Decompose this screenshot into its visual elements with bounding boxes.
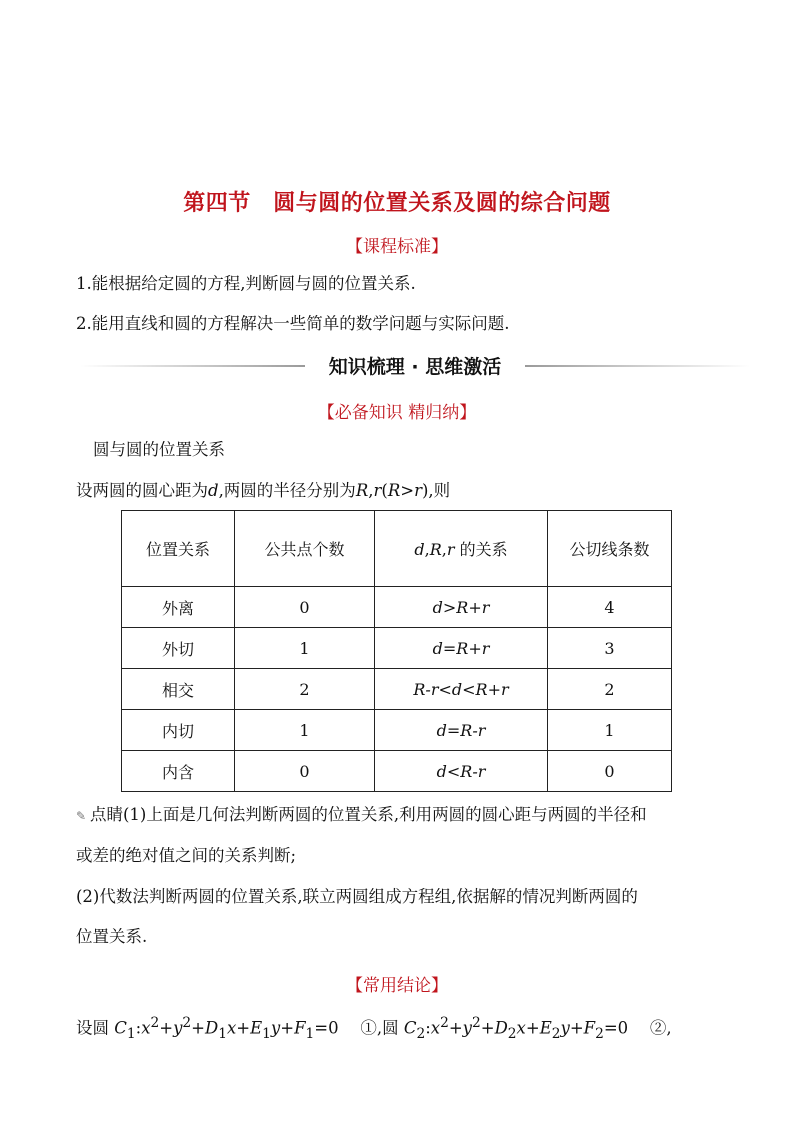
page-title: 第四节 圆与圆的位置关系及圆的综合问题: [183, 191, 611, 216]
cell-tangents: 0: [548, 751, 672, 792]
header-position: 位置关系: [122, 511, 235, 587]
header-tangents: 公切线条数: [548, 511, 672, 587]
header-relation: d,R,r 的关系: [375, 511, 548, 587]
cell-position: 外离: [122, 587, 235, 628]
cell-position: 外切: [122, 628, 235, 669]
cell-relation: d=R-r: [375, 710, 548, 751]
cell-position: 相交: [122, 669, 235, 710]
cell-tangents: 2: [548, 669, 672, 710]
cell-position: 内切: [122, 710, 235, 751]
knowledge-heading: 【必备知识 精归纳】: [317, 403, 477, 423]
note-line-1: [76, 802, 647, 828]
conclusion-heading: 【常用结论】: [346, 976, 448, 996]
table-row: [122, 628, 672, 669]
pencil-note-icon: ✎: [76, 809, 87, 823]
relation-table: [121, 510, 672, 792]
note-line-2: 或差的绝对值之间的关系判断;: [76, 846, 297, 865]
table-header-row: [122, 511, 672, 587]
cell-tangents: 4: [548, 587, 672, 628]
table-row: [122, 751, 672, 792]
table-row: [122, 669, 672, 710]
cell-relation: d<R-r: [375, 751, 548, 792]
header-points: 公共点个数: [235, 511, 375, 587]
course-standard-heading: 【课程标准】: [346, 237, 448, 257]
cell-tangents: 1: [548, 710, 672, 751]
section-banner: [80, 352, 750, 380]
cell-relation: d=R+r: [375, 628, 548, 669]
table-row: [122, 587, 672, 628]
cell-relation: R-r<d<R+r: [375, 669, 548, 710]
conclusion-line: 设圆 $C_1:x^2+y^2+D_1x+E_1y+F_1=0$ ①,圆 $C_2:x^2+y^2+D_2x+E_2y+F_2=0$ ②,: [76, 1015, 672, 1042]
topic-heading: 圆与圆的位置关系: [93, 440, 225, 459]
note-line-4: 位置关系.: [76, 927, 148, 946]
cell-points: 2: [235, 669, 375, 710]
cell-tangents: 3: [548, 628, 672, 669]
note-text-1: 点睛(1)上面是几何法判断两圆的位置关系,利用两圆的圆心距与两圆的半径和: [90, 805, 647, 824]
intro-text: 设两圆的圆心距为d,两圆的半径分别为R,r(R>r),则: [76, 481, 451, 500]
cell-points: 1: [235, 710, 375, 751]
note-line-3: (2)代数法判断两圆的位置关系,联立两圆组成方程组,依据解的情况判断两圆的: [76, 887, 638, 906]
cell-points: 0: [235, 751, 375, 792]
cell-relation: d>R+r: [375, 587, 548, 628]
cell-position: 内含: [122, 751, 235, 792]
banner-title: 知识梳理 · 思维激活: [328, 356, 502, 378]
standard-item-2: 2.能用直线和圆的方程解决一些简单的数学问题与实际问题.: [76, 314, 510, 333]
table-row: [122, 710, 672, 751]
standard-item-1: 1.能根据给定圆的方程,判断圆与圆的位置关系.: [76, 274, 416, 293]
cell-points: 0: [235, 587, 375, 628]
cell-points: 1: [235, 628, 375, 669]
